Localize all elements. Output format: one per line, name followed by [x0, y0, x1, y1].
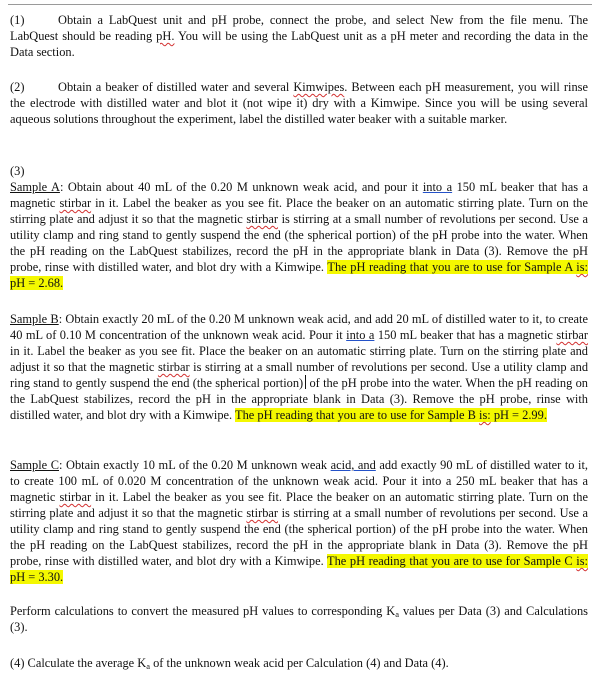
calculations-text-1: Perform calculations to convert the measured pH values to corresponding K [10, 604, 396, 618]
step-4-paragraph [10, 655, 588, 671]
sample-a-stirbar-1: stirbar [59, 196, 92, 210]
step-4-number: (4) [10, 656, 25, 670]
sample-c-label: Sample C [10, 458, 59, 472]
sample-c-text-1: : Obtain exactly 10 mL of the 0.20 M unknown weak [59, 458, 331, 472]
step-2-text-a: Obtain a beaker of distilled water and several [58, 80, 294, 94]
calculations-text-2: values per Data (3) and Calculations (3). [10, 604, 588, 634]
calculations-paragraph [10, 603, 588, 635]
sample-b-highlight-text: The pH reading that you are to use for Sample B [235, 408, 479, 422]
sample-b-text-5: of the pH probe into the water. When the pH reading on the LabQuest stabilizes, record the pH in the appropriate blank in Data (3). Remove the pH probe, rinse with distilled water, and blot dry with a Kimwipe. [10, 376, 588, 422]
sample-a-text-4: is stirring at a small number of revolutions per second. Use a utility clamp and ring stand to gently suspend the end (the spherical portion) of the pH probe into the water. When the pH reading on the LabQuest stabilizes, record the pH in the appropriate blank in Data (3). Remove the pH probe, rinse with distilled water, and blot dry with a Kimwipe. [10, 212, 588, 274]
sample-c-paragraph [10, 457, 588, 585]
step-1-paragraph [10, 12, 588, 60]
step-2-kimwipes-word: Kimwipes [293, 80, 345, 94]
sample-a-highlight-text: The pH reading that you are to use for Sample A [327, 260, 577, 274]
sample-b-paragraph [10, 311, 588, 423]
sample-a-into-a: into a [422, 180, 453, 194]
ka-subscript: a [395, 609, 399, 619]
step-2-paragraph [10, 79, 588, 127]
step-3-number: (3) [10, 164, 25, 178]
step-2-text-b: . Between each pH measurement, you will rinse the electrode with distilled water and blot it (not wipe it) dry with a Kimwipe. Since you will be using several aqueous solutions throughout the experiment, label the distilled water beaker with a suitable marker. [10, 80, 588, 126]
sample-c-is: is: [576, 554, 588, 568]
sample-b-label: Sample B [10, 312, 59, 326]
step-4-ka-subscript: a [146, 661, 151, 671]
step-1-text-a: Obtain a LabQuest unit and pH probe, connect the probe, and select New from the file menu. The LabQuest should be reading [10, 13, 588, 43]
sample-b-ph-value: pH = 2.99. [490, 408, 547, 422]
sample-c-highlight-text: The pH reading that you are to use for Sample C [327, 554, 577, 568]
step-4-text-1: Calculate the average K [24, 656, 147, 670]
sample-b-text-4: is stirring at a small number of revolutions per second. Use a utility clamp and ring stand to gently suspend the end (the spherical portion) [10, 360, 589, 390]
sample-a-stirbar-2: stirbar [246, 212, 279, 226]
sample-b-is: is: [479, 408, 491, 422]
sample-c-stirbar-2: stirbar [246, 506, 279, 520]
sample-c-acid-and: acid, and [330, 458, 376, 472]
sample-c-text-2: add exactly 90 mL of distilled water to it, to create 100 mL of 0.020 M concentration of the unknown weak acid. Pour it into a 250 mL beaker that has a magnetic [10, 458, 588, 504]
step-2-number: (2) [10, 80, 25, 94]
step-1-number: (1) [10, 13, 25, 27]
sample-a-text-3: in it. Label the beaker as you see fit. Place the beaker on an automatic stirring plate. Turn on the stirring plate and adjust it so that the magnetic [10, 196, 589, 226]
sample-c-ph-value: pH = 3.30. [10, 570, 64, 584]
sample-b-text-3: in it. Label the beaker as you see fit. Place the beaker on an automatic stirring plate. Turn on the stirring plate and adjust it so that the magnetic [10, 344, 588, 374]
sample-a-label: Sample A [10, 180, 60, 194]
top-rule [8, 4, 592, 5]
sample-c-text-4: is stirring at a small number of revolutions per second. Use a utility clamp and ring stand to gently suspend the end (the spherical portion) of the pH probe into the water. When the pH reading on the LabQuest stabilizes, record the pH in the appropriate blank in Data (3). Remove the pH probe, rinse with distilled water, and blot dry with a Kimwipe. [10, 506, 588, 568]
sample-b-stirbar-1: stirbar [556, 328, 589, 342]
sample-b-stirbar-2: stirbar [157, 360, 190, 374]
sample-a-text-1: : Obtain about 40 mL of the 0.20 M unknown weak acid, and pour it [59, 180, 423, 194]
sample-c-stirbar-1: stirbar [59, 490, 92, 504]
sample-a-is: is: [576, 260, 588, 274]
sample-a-ph-value: pH = 2.68. [10, 276, 64, 290]
sample-a-text-2: 150 mL beaker that has a magnetic [10, 180, 589, 210]
sample-b-text-2: 150 mL beaker that has a magnetic [374, 328, 557, 342]
sample-b-into-a: into a [346, 328, 375, 342]
sample-a-paragraph [10, 179, 588, 291]
sample-b-highlight [235, 408, 547, 422]
sample-b-text-1: : Obtain exactly 20 mL of the 0.20 M unknown weak acid, and add 20 mL of distilled water to it, to create 40 mL of 0.10 M concentration of the unknown weak acid. Pour it [10, 312, 588, 342]
sample-c-text-3: in it. Label the beaker as you see fit. Place the beaker on an automatic stirring plate. Turn on the stirring plate and adjust it so that the magnetic [10, 490, 589, 520]
step-4-text-2: of the unknown weak acid per Calculation (4) and Data (4). [150, 656, 449, 670]
step-1-ph-word: pH. [156, 29, 175, 43]
step-1-text-b: You will be using the LabQuest unit as a pH meter and recording the data in the Data section. [10, 29, 588, 59]
